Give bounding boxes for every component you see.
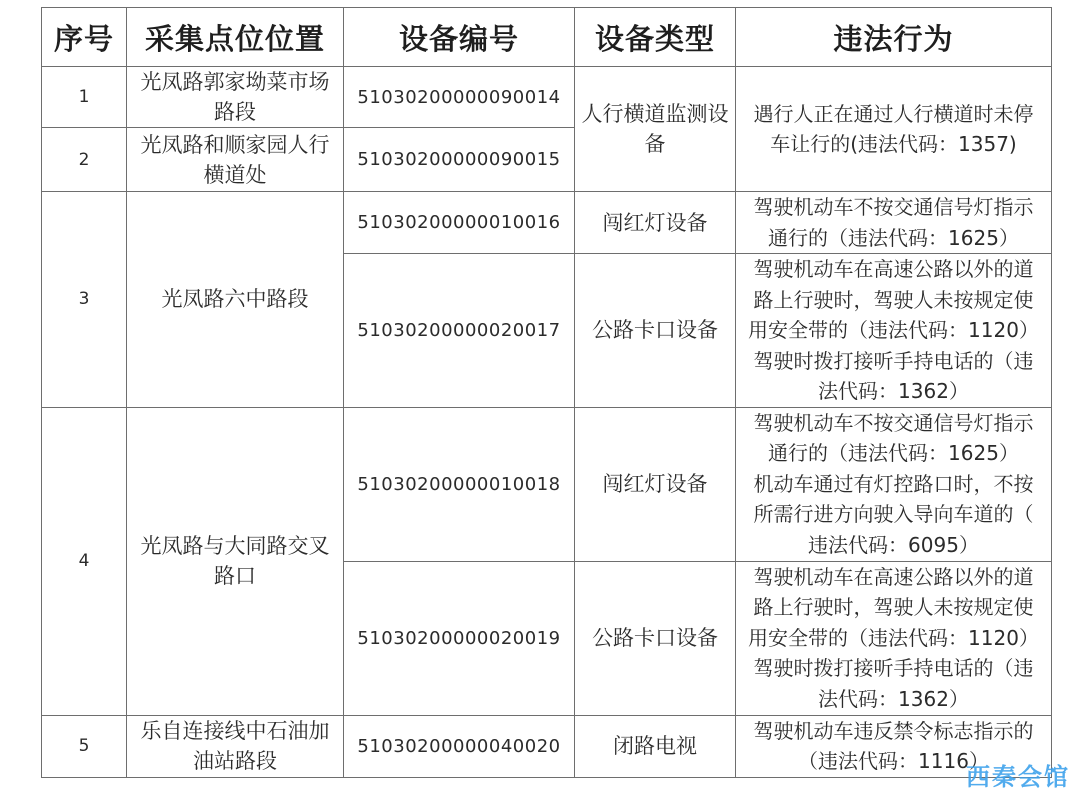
row-number: 5 — [42, 715, 127, 777]
watermark-logo: 西秦会馆 — [966, 763, 1070, 791]
row-number: 3 — [42, 192, 127, 408]
violation-line: 驾驶机动车在高速公路以外的道 — [753, 564, 1034, 589]
violation-line: 机动车通过有灯控路口时，不按 — [753, 471, 1034, 496]
device-type-cell: 公路卡口设备 — [575, 561, 736, 715]
location-cell — [127, 67, 344, 128]
violation-line: 驾驶时拨打接听手持电话的（违 — [753, 656, 1034, 681]
device-id-cell: 51030200000020017 — [344, 254, 575, 408]
violation-line: 遇行人正在通过人行横道时未停 — [753, 101, 1034, 126]
row-number: 2 — [42, 128, 127, 192]
table-row — [42, 715, 1052, 777]
violation-line: 法代码：1362） — [818, 379, 969, 403]
location-cell — [127, 407, 344, 715]
violation-line: 通行的（违法代码：1625） — [768, 441, 1019, 466]
location-line: 路段 — [214, 100, 256, 124]
table-row — [42, 192, 1052, 254]
violation-line: 路上行驶时，驾驶人未按规定使 — [753, 595, 1034, 620]
violation-line: 用安全带的（违法代码：1120） — [748, 625, 1039, 650]
device-id-cell: 51030200000010016 — [344, 192, 575, 254]
row-number: 1 — [42, 67, 127, 128]
violation-cell — [736, 407, 1052, 561]
device-type-cell: 闯红灯设备 — [575, 192, 736, 254]
violation-line: 驾驶机动车不按交通信号灯指示 — [753, 195, 1034, 219]
header-violation: 违法行为 — [736, 8, 1052, 67]
location-line: 光凤路郭家坳菜市场 — [140, 70, 330, 94]
table-row — [42, 407, 1052, 561]
device-type-line: 备 — [644, 132, 666, 156]
device-type-cell: 公路卡口设备 — [575, 254, 736, 408]
violation-line: （违法代码：1116） — [798, 749, 989, 773]
violation-line: 驾驶机动车不按交通信号灯指示 — [753, 410, 1034, 435]
location-cell — [127, 128, 344, 192]
violation-cell — [736, 192, 1052, 254]
violation-line: 驾驶时拨打接听手持电话的（违 — [753, 348, 1034, 373]
violation-line: 违法代码：6095） — [808, 532, 979, 557]
location-line: 油站路段 — [193, 749, 277, 773]
location-line: 路口 — [214, 564, 256, 588]
row-number: 4 — [42, 407, 127, 715]
location-line: 光凤路六中路段 — [161, 287, 309, 312]
violation-line: 通行的（违法代码：1625） — [768, 225, 1019, 250]
location-cell — [127, 192, 344, 408]
device-id-cell: 51030200000090015 — [344, 128, 575, 192]
violation-line: 路上行驶时，驾驶人未按规定使 — [753, 287, 1034, 312]
device-type-line: 人行横道监测设 — [581, 102, 729, 126]
header-location: 采集点位位置 — [127, 8, 344, 67]
location-line: 横道处 — [203, 162, 267, 187]
device-type-cell — [575, 67, 736, 192]
header-no: 序号 — [42, 8, 127, 67]
device-type-cell: 闯红灯设备 — [575, 407, 736, 561]
location-cell — [127, 715, 344, 777]
violation-cell — [736, 561, 1052, 715]
location-line: 乐自连接线中石油加 — [140, 719, 330, 743]
violation-line: 车让行的(违法代码：1357) — [770, 132, 1017, 156]
violation-line: 驾驶机动车违反禁令标志指示的 — [753, 718, 1034, 743]
device-type-cell: 闭路电视 — [575, 715, 736, 777]
device-id-cell: 51030200000020019 — [344, 561, 575, 715]
violation-device-table — [41, 7, 1052, 778]
device-id-cell: 51030200000090014 — [344, 67, 575, 128]
violation-cell — [736, 254, 1052, 408]
violation-line: 法代码：1362） — [818, 686, 969, 711]
location-line: 光凤路与大同路交叉 — [140, 534, 330, 558]
header-device-type: 设备类型 — [575, 8, 736, 67]
violation-cell — [736, 67, 1052, 192]
table-row — [42, 67, 1052, 128]
table-header-row — [42, 8, 1052, 67]
violation-line: 驾驶机动车在高速公路以外的道 — [753, 257, 1034, 281]
location-line: 光凤路和顺家园人行 — [140, 132, 330, 157]
violation-line: 所需行进方向驶入导向车道的（ — [753, 502, 1034, 527]
device-id-cell: 51030200000040020 — [344, 715, 575, 777]
violation-line: 用安全带的（违法代码：1120） — [748, 318, 1039, 342]
device-id-cell: 51030200000010018 — [344, 407, 575, 561]
header-device-id: 设备编号 — [344, 8, 575, 67]
